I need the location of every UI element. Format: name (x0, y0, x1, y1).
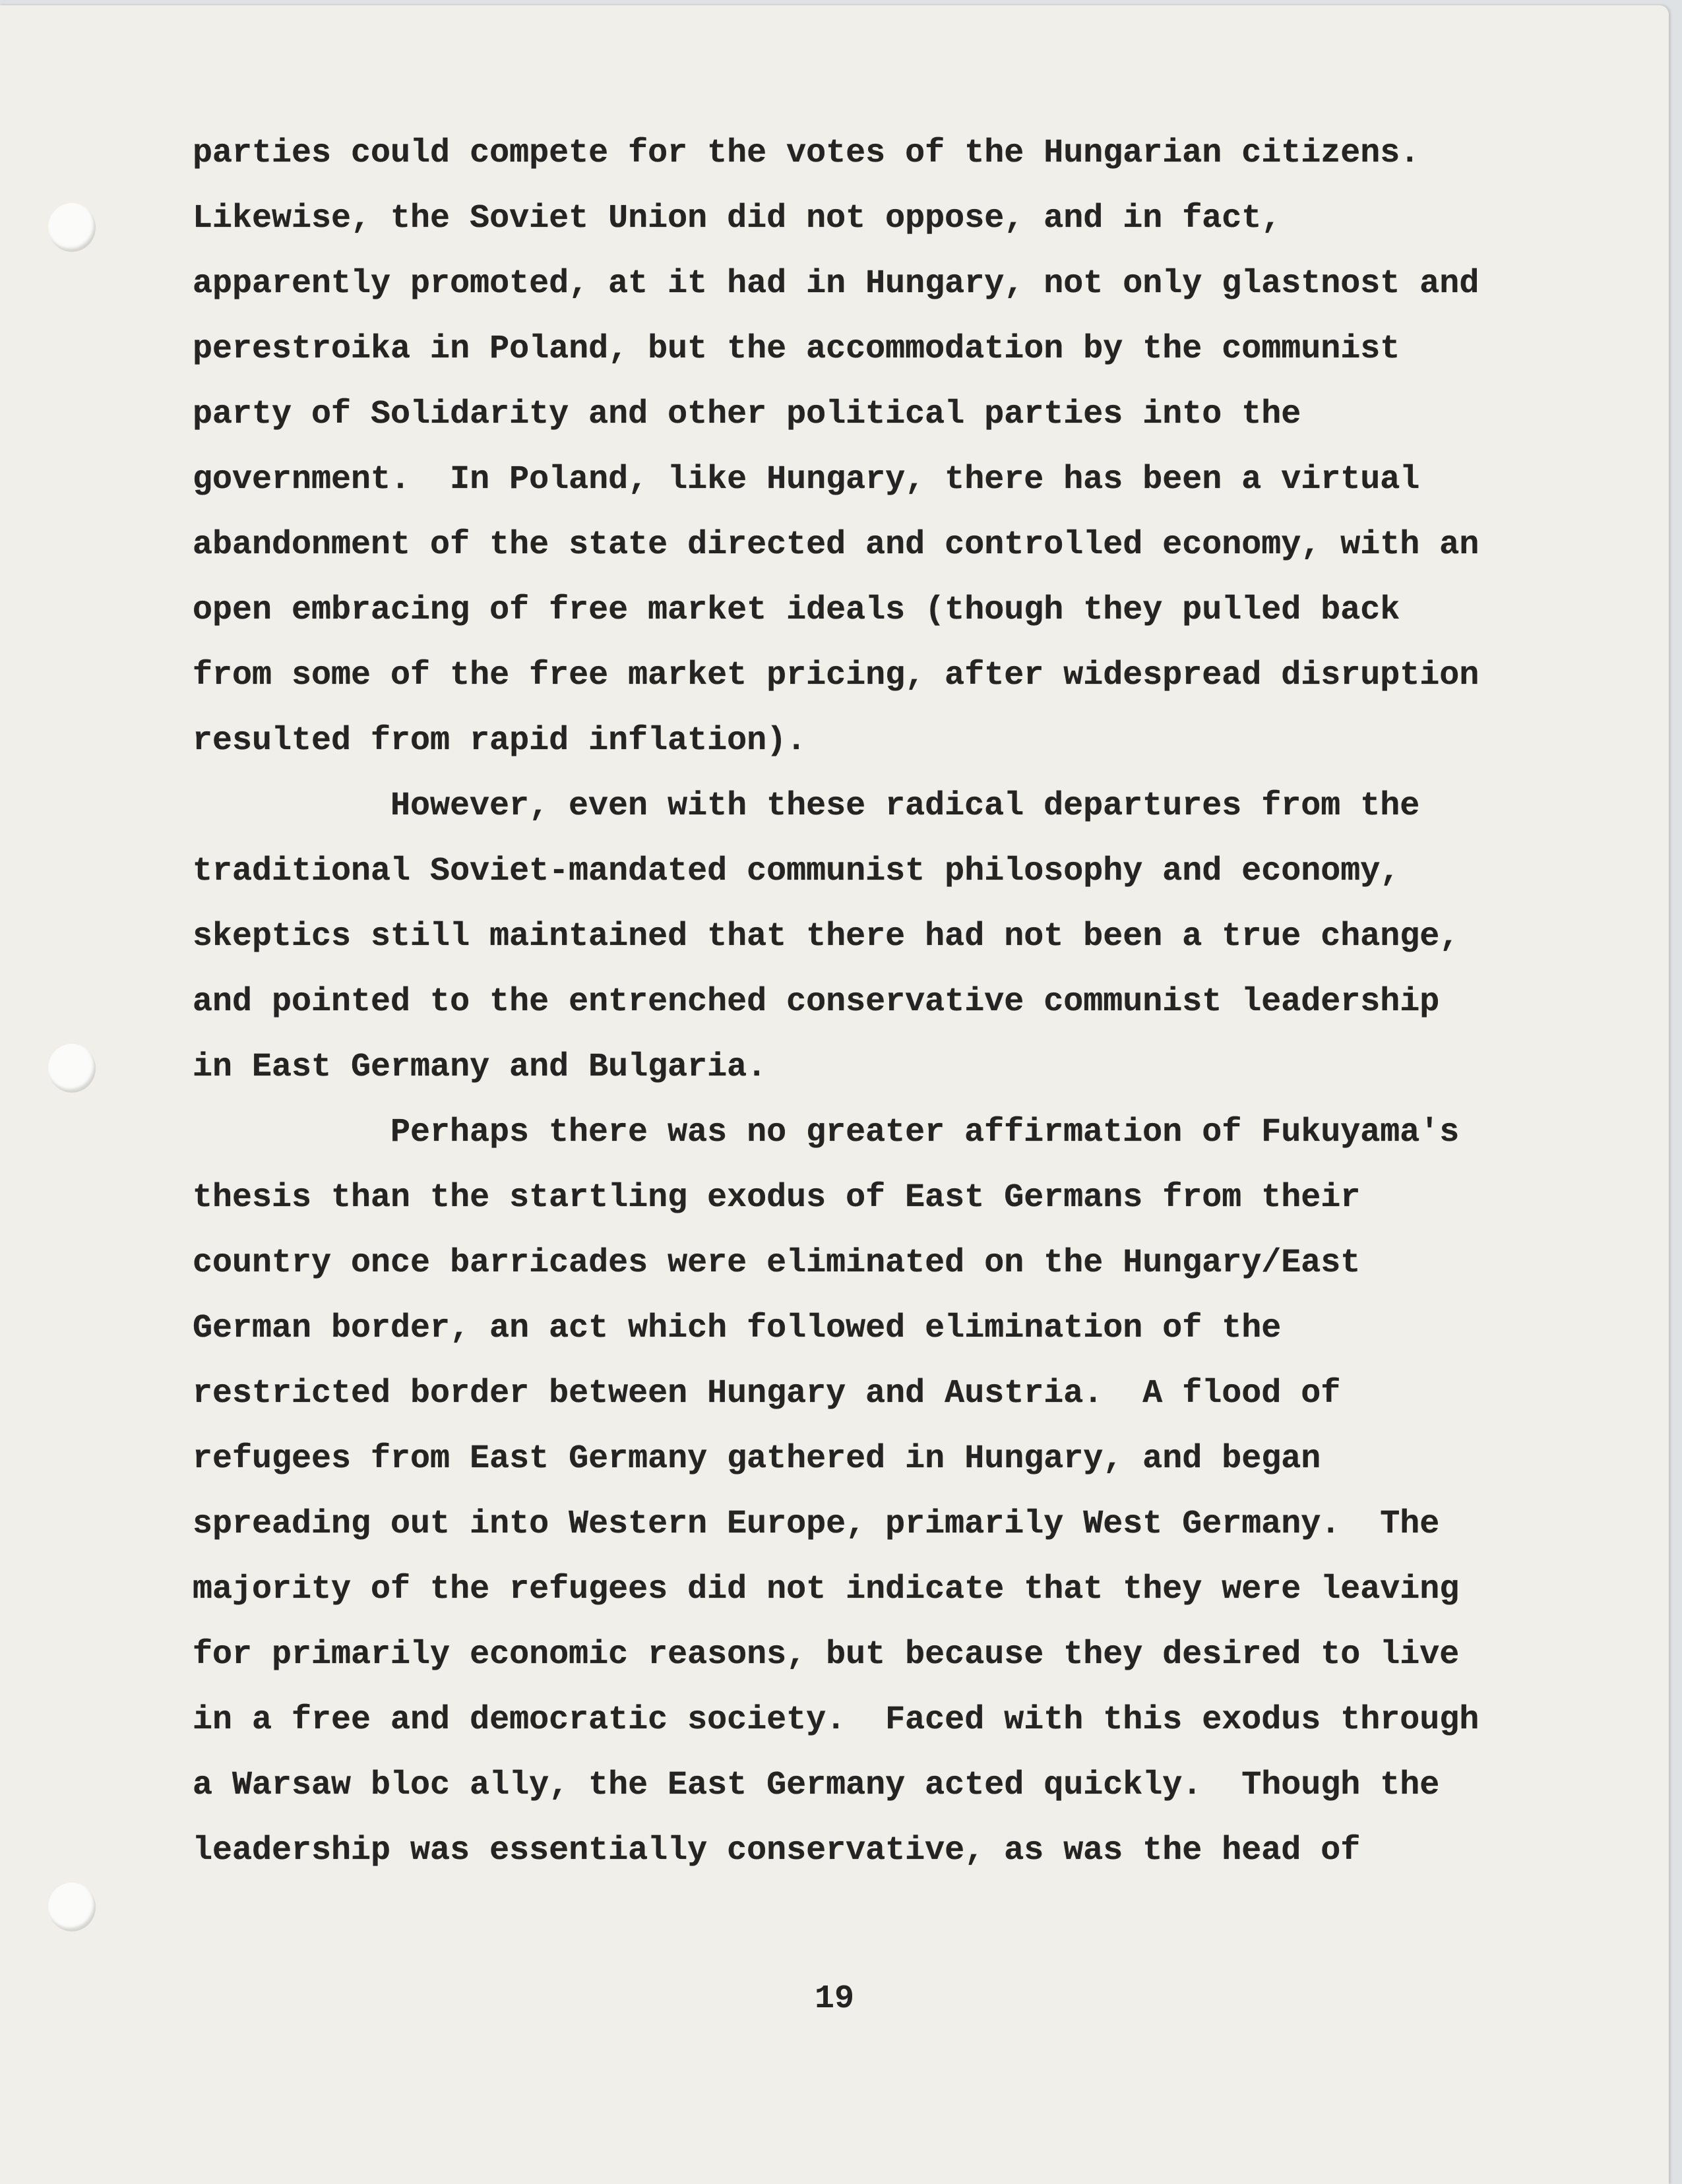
text-line: restricted border between Hungary and Austria. A flood of (193, 1375, 1341, 1412)
text-line: leadership was essentially conservative, as was the head of (193, 1832, 1361, 1869)
text-line: skeptics still maintained that there had not been a true change, (193, 918, 1460, 956)
paragraph (193, 774, 1479, 1100)
paragraph (193, 121, 1479, 774)
text-line: Likewise, the Soviet Union did not oppose, and in fact, (193, 200, 1282, 237)
text-line: traditional Soviet-mandated communist philosophy and economy, (193, 853, 1400, 890)
text-line: thesis than the startling exodus of East Germans from their (193, 1179, 1361, 1217)
document-page (0, 5, 1669, 2184)
text-line: from some of the free market pricing, after widespread disruption (193, 657, 1480, 694)
text-line: Perhaps there was no greater affirmation of Fukuyama's (390, 1114, 1460, 1151)
text-line: party of Solidarity and other political parties into the (193, 396, 1301, 433)
text-line: apparently promoted, at it had in Hungary, not only glastnost and (193, 265, 1480, 303)
text-line: majority of the refugees did not indicate that they were leaving (193, 1571, 1460, 1608)
paragraph (193, 1100, 1479, 1883)
text-line: and pointed to the entrenched conservative communist leadership (193, 983, 1440, 1021)
punch-hole (48, 1044, 96, 1093)
body-text (193, 121, 1479, 1883)
text-line: country once barricades were eliminated on the Hungary/East (193, 1244, 1361, 1282)
punch-hole (48, 203, 96, 252)
text-line: resulted from rapid inflation). (193, 722, 807, 760)
text-line: German border, an act which followed elimination of the (193, 1310, 1282, 1347)
text-line: parties could compete for the votes of the Hungarian citizens. (193, 135, 1420, 172)
text-line: for primarily economic reasons, but because they desired to live (193, 1636, 1460, 1674)
text-line: refugees from East Germany gathered in Hungary, and began (193, 1440, 1321, 1478)
text-line: in a free and democratic society. Faced with this exodus through (193, 1701, 1480, 1739)
text-line: However, even with these radical departures from the (390, 787, 1420, 825)
text-line: a Warsaw bloc ally, the East Germany acted quickly. Though the (193, 1767, 1440, 1804)
text-line: spreading out into Western Europe, primarily West Germany. The (193, 1505, 1440, 1543)
text-line: government. In Poland, like Hungary, there has been a virtual (193, 461, 1420, 499)
text-line: abandonment of the state directed and controlled economy, with an (193, 526, 1480, 564)
text-line: in East Germany and Bulgaria. (193, 1048, 767, 1086)
text-line: perestroika in Poland, but the accommodation by the communist (193, 330, 1400, 368)
page-number: 19 (814, 1980, 854, 2018)
punch-hole (48, 1883, 96, 1931)
text-line: open embracing of free market ideals (though they pulled back (193, 592, 1400, 629)
